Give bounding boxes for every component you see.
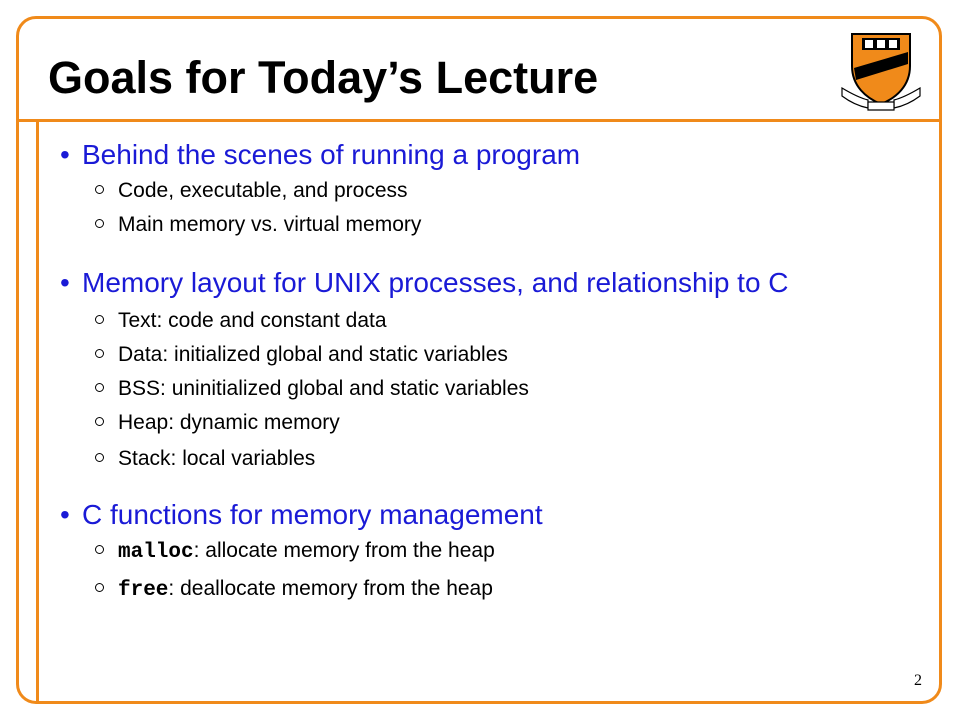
sub-item: [95, 212, 421, 238]
sub-text: Stack: local variables: [118, 447, 316, 470]
sub-item: [95, 538, 495, 566]
bullet-item: [60, 138, 580, 172]
bullet-dot: •: [60, 499, 70, 530]
ring-bullet-icon: [95, 453, 104, 462]
bullet-dot: •: [60, 139, 70, 170]
bullet-text: Behind the scenes of running a program: [82, 139, 581, 170]
slide-title: Goals for Today’s Lecture: [48, 52, 599, 103]
ring-bullet-icon: [95, 417, 104, 426]
ring-bullet-icon: [95, 185, 104, 194]
page-number: 2: [914, 672, 922, 689]
ring-bullet-icon: [95, 545, 104, 554]
sub-text: Main memory vs. virtual memory: [118, 213, 422, 236]
bullet-item: [60, 266, 789, 300]
code-term: malloc: [118, 541, 194, 564]
bullet-text: Memory layout for UNIX processes, and relationship to C: [82, 267, 789, 298]
sub-text: Text: code and constant data: [118, 309, 387, 332]
ring-bullet-icon: [95, 383, 104, 392]
sub-item: [95, 576, 493, 604]
ring-bullet-icon: [95, 349, 104, 358]
ring-bullet-icon: [95, 315, 104, 324]
sub-item: [95, 178, 408, 204]
sub-text: BSS: uninitialized global and static variables: [118, 377, 529, 400]
bullet-dot: •: [60, 267, 70, 298]
sub-text: Code, executable, and process: [118, 179, 408, 202]
sub-item: [95, 342, 508, 368]
ring-bullet-icon: [95, 583, 104, 592]
ring-bullet-icon: [95, 219, 104, 228]
sub-text: Heap: dynamic memory: [118, 411, 340, 434]
sub-item: [95, 376, 529, 402]
sub-text: : deallocate memory from the heap: [168, 577, 493, 600]
code-term: free: [118, 579, 169, 602]
sub-item: [95, 410, 340, 436]
sub-text: Data: initialized global and static variables: [118, 343, 508, 366]
sub-item: [95, 446, 315, 472]
sub-item: [95, 308, 387, 334]
bullet-item: [60, 498, 543, 532]
sub-text: : allocate memory from the heap: [193, 539, 495, 562]
bullet-text: C functions for memory management: [82, 499, 543, 530]
